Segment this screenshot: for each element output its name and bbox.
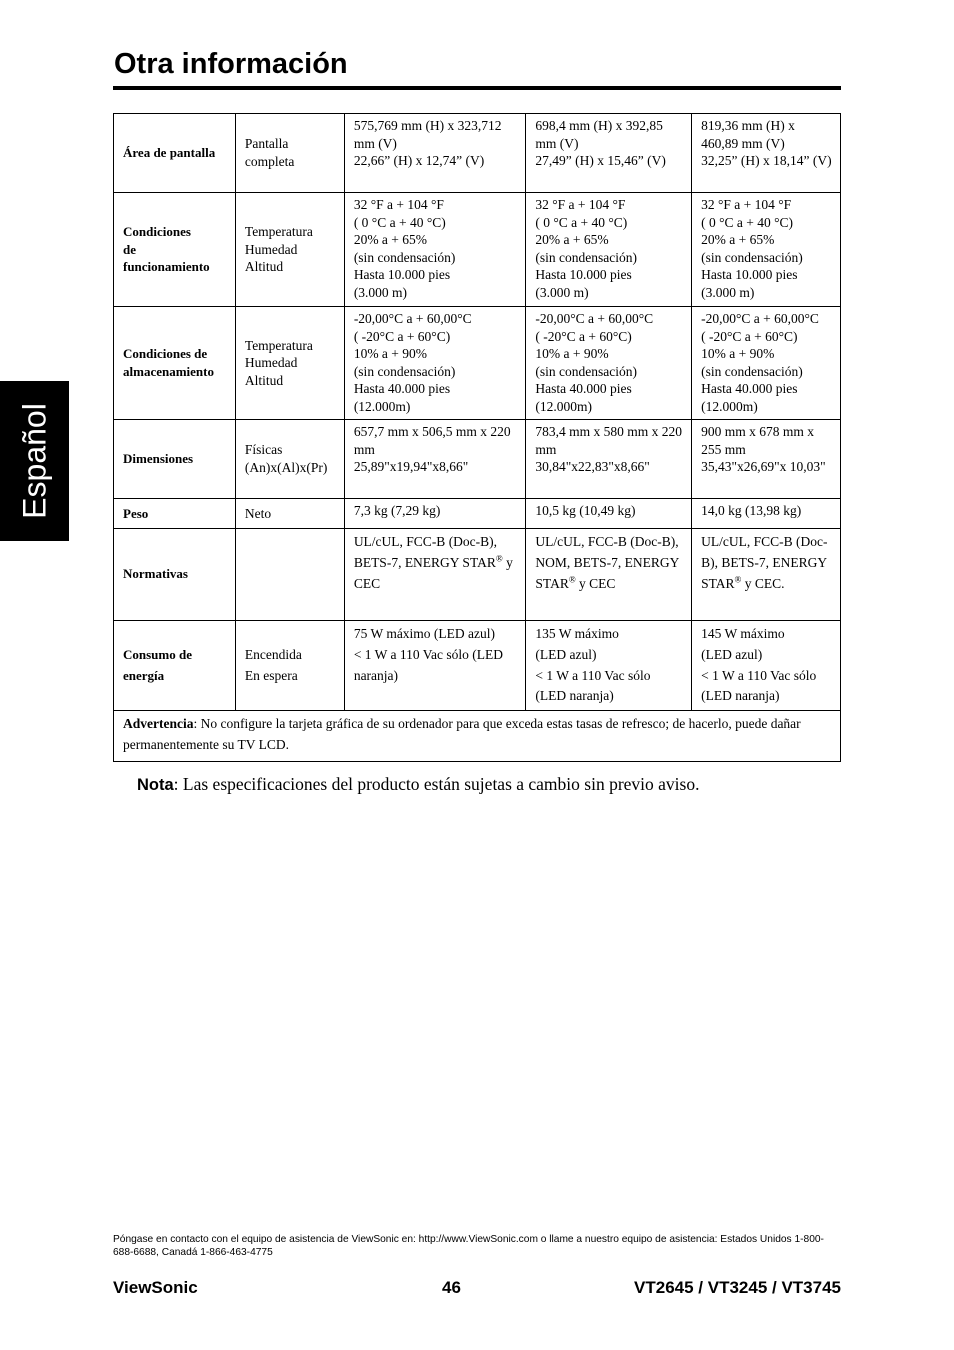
- cell-vt2645: 32 °F a + 104 °F ( 0 °C a + 40 °C) 20% a + 65% (sin condensación) Hasta 10.000 pies (3.000 m): [344, 193, 526, 307]
- cell-vt2645: UL/cUL, FCC-B (Doc-B), BETS-7, ENERGY STAR® y CEC: [344, 529, 526, 621]
- footer-models: VT2645 / VT3245 / VT3745: [634, 1278, 841, 1297]
- cell-vt3245: 698,4 mm (H) x 392,85 mm (V) 27,49” (H) x 15,46” (V): [526, 114, 692, 193]
- page-title: Otra información: [114, 48, 348, 80]
- cell-vt3245: 135 W máximo (LED azul) < 1 W a 110 Vac sólo (LED naranja): [526, 621, 692, 711]
- table-row: [114, 307, 841, 420]
- footer-page-number: 46: [442, 1278, 461, 1297]
- row-sublabel: Encendida En espera: [235, 621, 344, 711]
- row-sublabel: Temperatura Humedad Altitud: [235, 193, 344, 307]
- warning-row: [114, 711, 841, 762]
- cell-vt3745: 32 °F a + 104 °F ( 0 °C a + 40 °C) 20% a + 65% (sin condensación) Hasta 10.000 pies (3.000 m): [692, 193, 841, 307]
- row-label: Normativas: [114, 529, 236, 621]
- cell-vt2645: -20,00°C a + 60,00°C ( -20°C a + 60°C) 10% a + 90% (sin condensación) Hasta 40.000 pies (12.000m): [344, 307, 526, 420]
- footer-brand: ViewSonic: [113, 1278, 198, 1297]
- table-row: [114, 621, 841, 711]
- title-rule: [113, 86, 841, 90]
- cell-vt3745: 145 W máximo (LED azul) < 1 W a 110 Vac sólo (LED naranja): [692, 621, 841, 711]
- language-label: Español: [16, 403, 52, 519]
- row-label: Peso: [114, 499, 236, 529]
- cell-vt3245: 32 °F a + 104 °F ( 0 °C a + 40 °C) 20% a + 65% (sin condensación) Hasta 10.000 pies (3.000 m): [526, 193, 692, 307]
- warning-text: : No configure la tarjeta gráfica de su ordenador para que exceda estas tasas de refresco; de hacerlo, puede dañar permanentemente su TV LCD.: [123, 716, 801, 752]
- cell-vt2645: 657,7 mm x 506,5 mm x 220 mm 25,89"x19,94"x8,66": [344, 420, 526, 499]
- row-label: Dimensiones: [114, 420, 236, 499]
- row-sublabel: Neto: [235, 499, 344, 529]
- cell-vt3245: -20,00°C a + 60,00°C ( -20°C a + 60°C) 10% a + 90% (sin condensación) Hasta 40.000 pies (12.000m): [526, 307, 692, 420]
- row-sublabel: Físicas (An)x(Al)x(Pr): [235, 420, 344, 499]
- table-row: [114, 499, 841, 529]
- row-sublabel: Temperatura Humedad Altitud: [235, 307, 344, 420]
- row-sublabel: Pantalla completa: [235, 114, 344, 193]
- row-label: Condiciones de funcionamiento: [114, 193, 236, 307]
- warning-cell: [114, 711, 841, 762]
- note-text: : Las especificaciones del producto están sujetas a cambio sin previo aviso.: [173, 774, 700, 794]
- table-row: [114, 529, 841, 621]
- cell-vt3745: 819,36 mm (H) x 460,89 mm (V) 32,25” (H) x 18,14” (V): [692, 114, 841, 193]
- row-sublabel: [235, 529, 344, 621]
- cell-vt3245: UL/cUL, FCC-B (Doc-B), NOM, BETS-7, ENERGY STAR® y CEC: [526, 529, 692, 621]
- row-label: Condiciones de almacenamiento: [114, 307, 236, 420]
- language-side-tab: [0, 381, 69, 541]
- note: [137, 774, 699, 795]
- table-row: [114, 420, 841, 499]
- cell-vt3245: 10,5 kg (10,49 kg): [526, 499, 692, 529]
- cell-vt3745: 14,0 kg (13,98 kg): [692, 499, 841, 529]
- cell-vt3745: UL/cUL, FCC-B (Doc-B), BETS-7, ENERGY STAR® y CEC.: [692, 529, 841, 621]
- spec-table: [113, 113, 841, 762]
- cell-vt2645: 75 W máximo (LED azul) < 1 W a 110 Vac sólo (LED naranja): [344, 621, 526, 711]
- row-label: Consumo de energía: [114, 621, 236, 711]
- cell-vt3745: 900 mm x 678 mm x 255 mm 35,43"x26,69"x 10,03": [692, 420, 841, 499]
- cell-vt2645: 7,3 kg (7,29 kg): [344, 499, 526, 529]
- cell-vt3245: 783,4 mm x 580 mm x 220 mm 30,84"x22,83"x8,66": [526, 420, 692, 499]
- warning-label: Advertencia: [123, 716, 194, 732]
- table-row: [114, 193, 841, 307]
- note-label: Nota: [137, 776, 174, 794]
- row-label: Área de pantalla: [114, 114, 236, 193]
- cell-vt3745: -20,00°C a + 60,00°C ( -20°C a + 60°C) 10% a + 90% (sin condensación) Hasta 40.000 pies (12.000m): [692, 307, 841, 420]
- cell-vt2645: 575,769 mm (H) x 323,712 mm (V) 22,66” (H) x 12,74” (V): [344, 114, 526, 193]
- support-contact: Póngase en contacto con el equipo de asistencia de ViewSonic en: http://www.ViewSonic.com o llame a nuestro equipo de asistencia: Estados Unidos 1-800-688-6688, Canadá 1-866-463-4775: [113, 1234, 824, 1258]
- table-row: [114, 114, 841, 193]
